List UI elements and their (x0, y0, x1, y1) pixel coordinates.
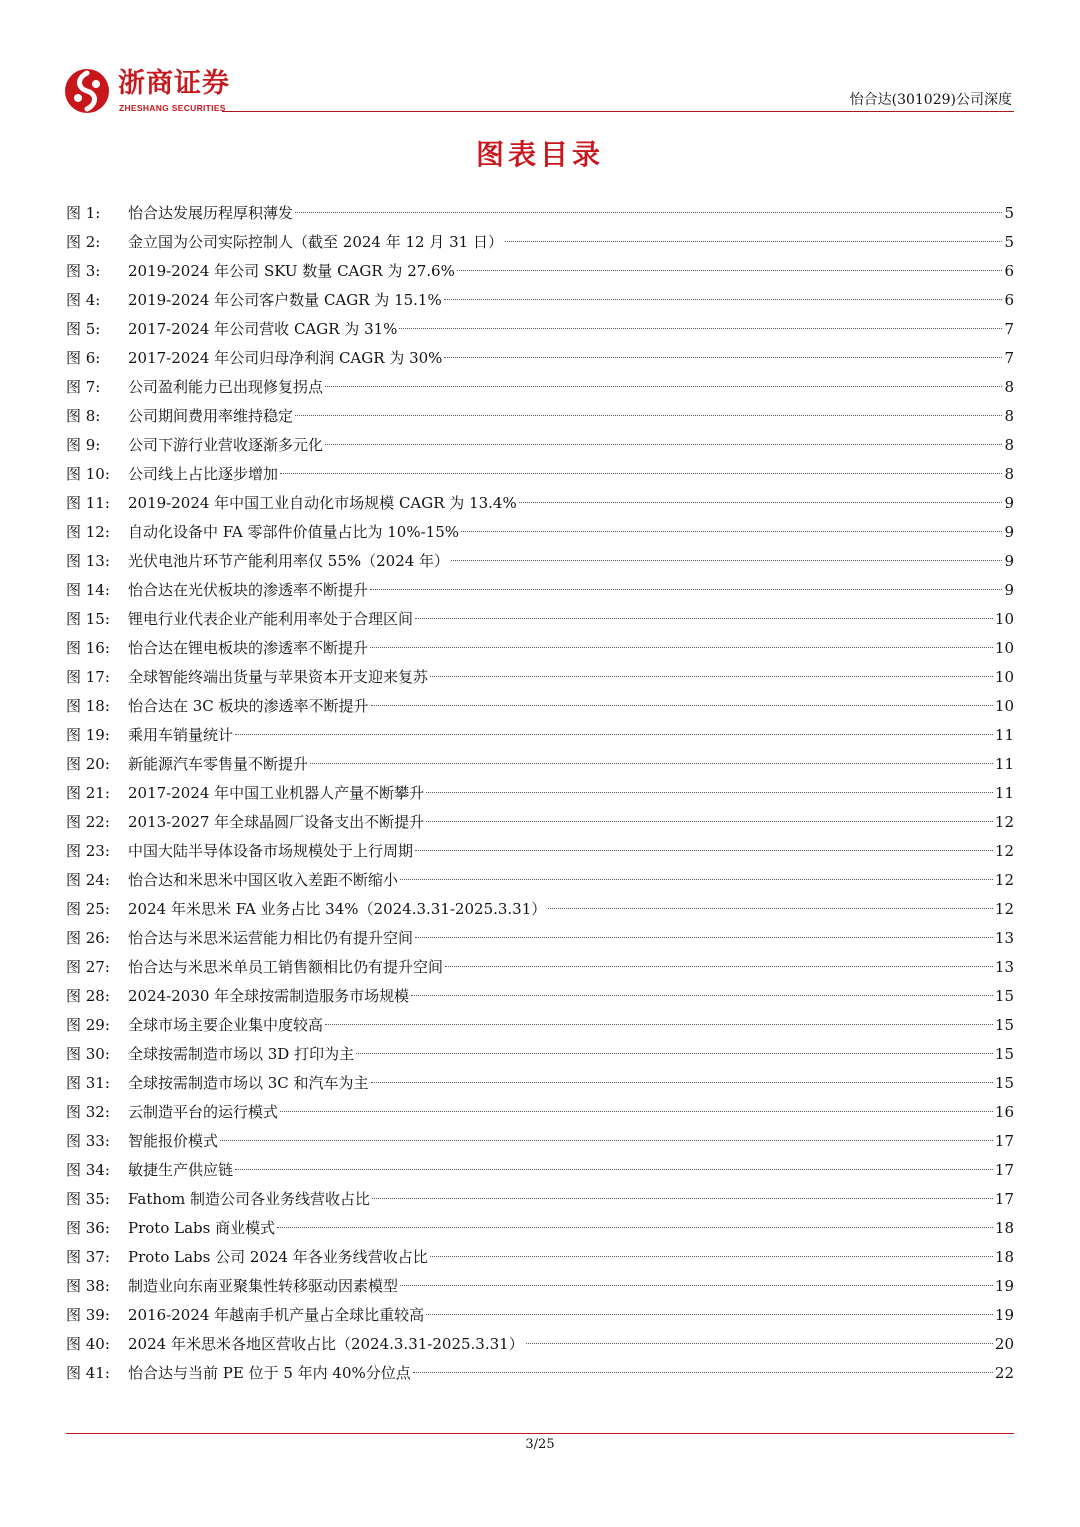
toc-page-number: 11 (994, 755, 1014, 773)
toc-dot-leader (235, 1169, 993, 1170)
toc-figure-number: 图 16: (66, 639, 110, 657)
toc-figure-title: 2013-2027 年全球晶圆厂设备支出不断提升 (128, 813, 425, 831)
toc-page-number: 15 (994, 1074, 1014, 1092)
toc-figure-number: 图 29: (66, 1016, 110, 1034)
toc-page-number: 11 (994, 784, 1014, 802)
toc-figure-title: 锂电行业代表企业产能利用率处于合理区间 (128, 610, 414, 628)
toc-dot-leader (325, 444, 1002, 445)
toc-figure-number: 图 37: (66, 1248, 110, 1266)
toc-page-number: 9 (1004, 523, 1014, 541)
toc-figure-title: 2019-2024 年中国工业自动化市场规模 CAGR 为 13.4% (128, 494, 517, 512)
page-title: 图表目录 (475, 138, 604, 171)
toc-figure-number: 图 35: (66, 1190, 110, 1208)
toc-figure-title: 2017-2024 年中国工业机器人产量不断攀升 (128, 784, 425, 802)
toc-figure-number: 图 39: (66, 1306, 110, 1324)
toc-figure-number: 图 38: (66, 1277, 110, 1295)
toc-page-number: 5 (1004, 204, 1014, 222)
toc-dot-leader (457, 270, 1003, 271)
toc-figure-number: 图 5: (66, 320, 101, 338)
toc-entry[interactable] (66, 547, 1014, 576)
toc-figure-number: 图 18: (66, 697, 110, 715)
toc-figure-title: 乘用车销量统计 (128, 726, 234, 744)
toc-figure-number: 图 8: (66, 407, 101, 425)
toc-page-number: 5 (1004, 233, 1014, 251)
footer-divider (66, 1433, 1014, 1434)
toc-entry[interactable] (66, 1098, 1014, 1127)
toc-entry[interactable] (66, 460, 1014, 489)
toc-figure-title: 怡合达与当前 PE 位于 5 年内 40%分位点 (128, 1364, 411, 1382)
toc-figure-number: 图 2: (66, 233, 101, 251)
toc-dot-leader (280, 473, 1002, 474)
toc-figure-title: 2024 年米思米 FA 业务占比 34%（2024.3.31-2025.3.31） (128, 900, 547, 918)
toc-entry[interactable] (66, 518, 1014, 547)
toc-figure-title: 2016-2024 年越南手机产量占全球比重较高 (128, 1306, 425, 1324)
toc-entry[interactable] (66, 1272, 1014, 1301)
page-header (0, 0, 1080, 120)
toc-entry[interactable] (66, 576, 1014, 605)
toc-dot-leader (413, 1372, 993, 1373)
toc-entry[interactable] (66, 953, 1014, 982)
toc-entry[interactable] (66, 257, 1014, 286)
toc-figure-title: 光伏电池片环节产能利用率仅 55%（2024 年） (128, 552, 450, 570)
toc-page-number: 10 (994, 697, 1014, 715)
toc-figure-title: 怡合达与米思米单员工销售额相比仍有提升空间 (128, 958, 444, 976)
toc-dot-leader (411, 995, 993, 996)
toc-entry[interactable] (66, 1330, 1014, 1359)
toc-entry[interactable] (66, 837, 1014, 866)
toc-dot-leader (400, 1285, 993, 1286)
toc-figure-title: 全球按需制造市场以 3C 和汽车为主 (128, 1074, 369, 1092)
toc-figure-number: 图 32: (66, 1103, 110, 1121)
toc-entry[interactable] (66, 866, 1014, 895)
toc-page-number: 11 (994, 726, 1014, 744)
toc-page-number: 18 (994, 1219, 1014, 1237)
toc-figure-number: 图 12: (66, 523, 110, 541)
toc-page-number: 10 (994, 610, 1014, 628)
toc-page-number: 10 (994, 639, 1014, 657)
toc-figure-title: 2017-2024 年公司营收 CAGR 为 31% (128, 320, 398, 338)
toc-dot-leader (310, 763, 993, 764)
toc-figure-title: 公司线上占比逐步增加 (128, 465, 279, 483)
toc-entry[interactable] (66, 315, 1014, 344)
toc-page-number: 12 (994, 813, 1014, 831)
toc-page-number: 18 (994, 1248, 1014, 1266)
toc-figure-number: 图 4: (66, 291, 101, 309)
toc-page-number: 15 (994, 1016, 1014, 1034)
toc-figure-title: Proto Labs 商业模式 (128, 1219, 276, 1237)
toc-page-number: 13 (994, 929, 1014, 947)
toc-figure-number: 图 28: (66, 987, 110, 1005)
toc-figure-number: 图 34: (66, 1161, 110, 1179)
toc-entry[interactable] (66, 895, 1014, 924)
toc-page-number: 7 (1004, 320, 1014, 338)
zheshang-logo-icon (64, 68, 110, 114)
toc-entry[interactable] (66, 924, 1014, 953)
toc-page-number: 20 (994, 1335, 1014, 1353)
toc-dot-leader (526, 1343, 993, 1344)
toc-entry[interactable] (66, 1214, 1014, 1243)
toc-figure-title: 2019-2024 年公司 SKU 数量 CAGR 为 27.6% (128, 262, 455, 280)
toc-dot-leader (277, 1227, 993, 1228)
toc-page-number: 17 (994, 1132, 1014, 1150)
toc-dot-leader (519, 502, 1003, 503)
toc-figure-number: 图 9: (66, 436, 101, 454)
toc-figure-title: 2019-2024 年公司客户数量 CAGR 为 15.1% (128, 291, 442, 309)
toc-entry[interactable] (66, 663, 1014, 692)
toc-figure-title: 怡合达和米思米中国区收入差距不断缩小 (128, 871, 399, 889)
toc-figure-title: 全球智能终端出货量与苹果资本开支迎来复苏 (128, 668, 429, 686)
toc-figure-title: Proto Labs 公司 2024 年各业务线营收占比 (128, 1248, 428, 1266)
toc-page-number: 22 (994, 1364, 1014, 1382)
toc-entry[interactable] (66, 1243, 1014, 1272)
toc-dot-leader (415, 618, 993, 619)
toc-page-number: 10 (994, 668, 1014, 686)
toc-dot-leader (399, 328, 1002, 329)
toc-figure-number: 图 15: (66, 610, 110, 628)
toc-dot-leader (400, 879, 993, 880)
toc-dot-leader (505, 241, 1002, 242)
toc-dot-leader (415, 937, 993, 938)
toc-entry[interactable] (66, 779, 1014, 808)
toc-dot-leader (295, 415, 1002, 416)
toc-page-number: 8 (1004, 465, 1014, 483)
toc-dot-leader (356, 1053, 993, 1054)
toc-figure-number: 图 23: (66, 842, 110, 860)
toc-entry[interactable] (66, 1069, 1014, 1098)
toc-entry[interactable] (66, 1359, 1014, 1388)
brand-name-english: ZHESHANG SECURITIES (119, 103, 226, 113)
toc-dot-leader (325, 386, 1002, 387)
toc-dot-leader (371, 1082, 993, 1083)
toc-figure-title: 敏捷生产供应链 (128, 1161, 234, 1179)
toc-figure-number: 图 36: (66, 1219, 110, 1237)
toc-figure-number: 图 11: (66, 494, 110, 512)
toc-entry[interactable] (66, 286, 1014, 315)
toc-page-number: 16 (994, 1103, 1014, 1121)
toc-entry[interactable] (66, 750, 1014, 779)
toc-entry[interactable] (66, 373, 1014, 402)
toc-dot-leader (220, 1140, 993, 1141)
toc-dot-leader (548, 908, 993, 909)
toc-figure-title: 智能报价模式 (128, 1132, 219, 1150)
toc-dot-leader (415, 850, 993, 851)
toc-entry[interactable] (66, 1040, 1014, 1069)
toc-dot-leader (426, 821, 993, 822)
toc-figure-title: 制造业向东南亚聚集性转移驱动因素模型 (128, 1277, 399, 1295)
toc-figure-title: 2017-2024 年公司归母净利润 CAGR 为 30% (128, 349, 443, 367)
toc-figure-number: 图 26: (66, 929, 110, 947)
page-number: 3/25 (525, 1437, 555, 1452)
toc-dot-leader (444, 357, 1002, 358)
toc-figure-title: 金立国为公司实际控制人（截至 2024 年 12 月 31 日） (128, 233, 503, 251)
toc-figure-title: 全球市场主要企业集中度较高 (128, 1016, 324, 1034)
toc-figure-number: 图 7: (66, 378, 101, 396)
toc-entry[interactable] (66, 431, 1014, 460)
toc-dot-leader (426, 792, 993, 793)
toc-page-number: 15 (994, 987, 1014, 1005)
toc-entry[interactable] (66, 1156, 1014, 1185)
toc-entry[interactable] (66, 808, 1014, 837)
toc-dot-leader (370, 589, 1002, 590)
toc-entry[interactable] (66, 982, 1014, 1011)
toc-figure-number: 图 19: (66, 726, 110, 744)
toc-entry[interactable] (66, 402, 1014, 431)
toc-figure-title: 新能源汽车零售量不断提升 (128, 755, 309, 773)
toc-page-number: 8 (1004, 407, 1014, 425)
toc-dot-leader (370, 647, 993, 648)
toc-figure-title: 怡合达发展历程厚积薄发 (128, 204, 294, 222)
toc-entry[interactable] (66, 634, 1014, 663)
toc-entry[interactable] (66, 489, 1014, 518)
toc-dot-leader (430, 676, 993, 677)
toc-figure-title: 2024 年米思米各地区营收占比（2024.3.31-2025.3.31） (128, 1335, 524, 1353)
brand-name: 浙商证券 (118, 68, 230, 99)
toc-figure-number: 图 24: (66, 871, 110, 889)
toc-entry[interactable] (66, 344, 1014, 373)
toc-figure-number: 图 41: (66, 1364, 110, 1382)
toc-dot-leader (426, 1314, 993, 1315)
toc-dot-leader (371, 705, 993, 706)
toc-page-number: 12 (994, 842, 1014, 860)
toc-figure-number: 图 13: (66, 552, 110, 570)
toc-page-number: 8 (1004, 378, 1014, 396)
toc-figure-title: 公司盈利能力已出现修复拐点 (128, 378, 324, 396)
toc-figure-number: 图 6: (66, 349, 101, 367)
toc-entry[interactable] (66, 605, 1014, 634)
toc-page-number: 8 (1004, 436, 1014, 454)
toc-figure-number: 图 22: (66, 813, 110, 831)
toc-dot-leader (451, 560, 1002, 561)
toc-page-number: 12 (994, 871, 1014, 889)
toc-page-number: 9 (1004, 494, 1014, 512)
toc-figure-number: 图 21: (66, 784, 110, 802)
toc-figure-title: Fathom 制造公司各业务线营收占比 (128, 1190, 371, 1208)
toc-figure-title: 公司期间费用率维持稳定 (128, 407, 294, 425)
document-label: 怡合达(301029)公司深度 (849, 92, 1012, 108)
toc-page-number: 13 (994, 958, 1014, 976)
toc-figure-title: 自动化设备中 FA 零部件价值量占比为 10%-15% (128, 523, 459, 541)
toc-figure-number: 图 30: (66, 1045, 110, 1063)
toc-figure-number: 图 27: (66, 958, 110, 976)
toc-figure-number: 图 33: (66, 1132, 110, 1150)
toc-figure-title: 2024-2030 年全球按需制造服务市场规模 (128, 987, 410, 1005)
toc-dot-leader (235, 734, 993, 735)
toc-entry[interactable] (66, 1127, 1014, 1156)
toc-dot-leader (445, 966, 993, 967)
toc-dot-leader (372, 1198, 993, 1199)
toc-figure-title: 云制造平台的运行模式 (128, 1103, 279, 1121)
toc-page-number: 17 (994, 1190, 1014, 1208)
toc-figure-title: 怡合达与米思米运营能力相比仍有提升空间 (128, 929, 414, 947)
toc-page-number: 7 (1004, 349, 1014, 367)
toc-entry[interactable] (66, 199, 1014, 228)
toc-figure-title: 怡合达在锂电板块的渗透率不断提升 (128, 639, 369, 657)
toc-entry[interactable] (66, 721, 1014, 750)
toc-page-number: 17 (994, 1161, 1014, 1179)
figure-table-of-contents (66, 199, 1014, 1388)
toc-entry[interactable] (66, 1011, 1014, 1040)
toc-dot-leader (325, 1024, 993, 1025)
toc-figure-number: 图 3: (66, 262, 101, 280)
toc-figure-title: 中国大陆半导体设备市场规模处于上行周期 (128, 842, 414, 860)
toc-page-number: 12 (994, 900, 1014, 918)
toc-entry[interactable] (66, 1185, 1014, 1214)
toc-figure-number: 图 1: (66, 204, 101, 222)
toc-figure-number: 图 14: (66, 581, 110, 599)
toc-figure-number: 图 10: (66, 465, 110, 483)
toc-page-number: 6 (1004, 262, 1014, 280)
toc-figure-number: 图 20: (66, 755, 110, 773)
toc-figure-title: 怡合达在 3C 板块的渗透率不断提升 (128, 697, 369, 715)
toc-dot-leader (444, 299, 1003, 300)
toc-page-number: 19 (994, 1277, 1014, 1295)
toc-page-number: 15 (994, 1045, 1014, 1063)
toc-figure-number: 图 31: (66, 1074, 110, 1092)
toc-figure-number: 图 17: (66, 668, 110, 686)
toc-entry[interactable] (66, 1301, 1014, 1330)
toc-dot-leader (461, 531, 1002, 532)
toc-dot-leader (295, 212, 1002, 213)
toc-entry[interactable] (66, 692, 1014, 721)
header-divider (222, 111, 1014, 112)
toc-page-number: 6 (1004, 291, 1014, 309)
toc-page-number: 9 (1004, 581, 1014, 599)
toc-page-number: 19 (994, 1306, 1014, 1324)
toc-dot-leader (430, 1256, 993, 1257)
toc-page-number: 9 (1004, 552, 1014, 570)
toc-figure-title: 全球按需制造市场以 3D 打印为主 (128, 1045, 355, 1063)
toc-entry[interactable] (66, 228, 1014, 257)
toc-figure-number: 图 25: (66, 900, 110, 918)
toc-dot-leader (280, 1111, 993, 1112)
toc-figure-title: 怡合达在光伏板块的渗透率不断提升 (128, 581, 369, 599)
toc-figure-number: 图 40: (66, 1335, 110, 1353)
toc-figure-title: 公司下游行业营收逐渐多元化 (128, 436, 324, 454)
